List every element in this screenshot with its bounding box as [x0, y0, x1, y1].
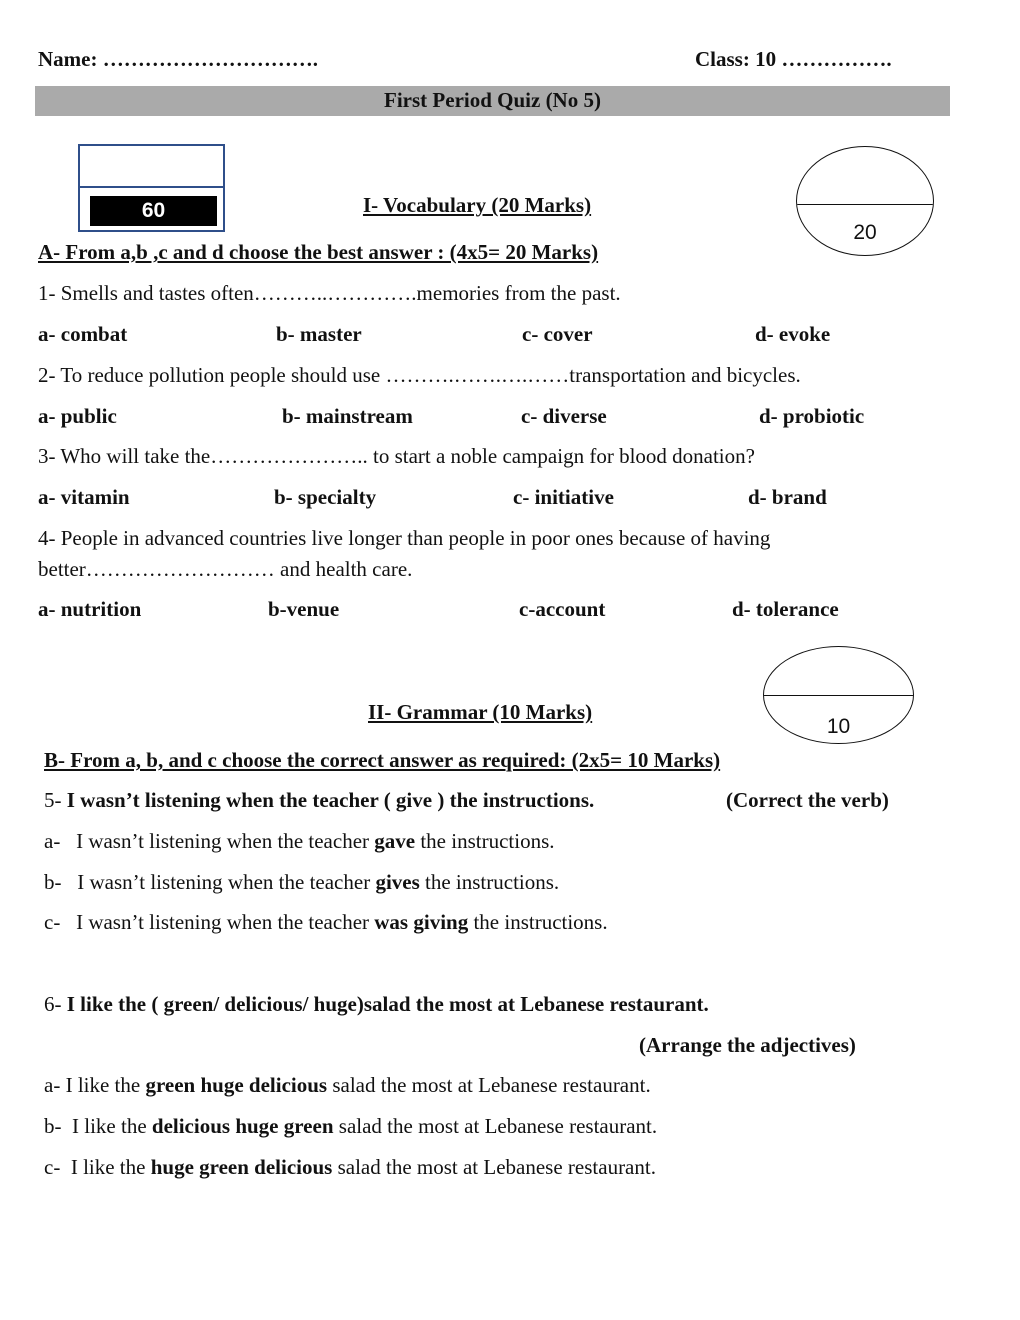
question-5-number: 5- — [44, 788, 62, 812]
question-5-option-b — [44, 870, 559, 895]
option-text-post: the instructions. — [425, 870, 560, 894]
question-3-option-a: a- vitamin — [38, 485, 130, 509]
question-2-option-a: a- public — [38, 404, 117, 428]
name-field-label: Name: …………………………. — [38, 47, 318, 71]
total-score-box — [78, 144, 225, 232]
option-text-post: salad the most at Lebanese restaurant. — [337, 1155, 656, 1179]
option-text-bold: green huge delicious — [145, 1073, 328, 1097]
option-text-post: salad the most at Lebanese restaurant. — [332, 1073, 651, 1097]
option-text-bold: gives — [375, 870, 420, 894]
question-4-option-b: b-venue — [268, 597, 340, 621]
vocabulary-score-value: 20 — [853, 221, 877, 244]
question-2-option-c: c- diverse — [521, 404, 607, 428]
grammar-score-value: 10 — [826, 715, 851, 738]
option-text-bold: delicious huge green — [151, 1114, 334, 1138]
question-3-option-b: b- specialty — [274, 485, 377, 509]
option-text-pre: I wasn’t listening when the teacher — [77, 870, 371, 894]
question-2-option-d: d- probiotic — [759, 404, 865, 428]
vocabulary-heading: I- Vocabulary (20 Marks) — [363, 193, 592, 217]
option-letter: a- — [44, 1073, 61, 1097]
question-6-text: I like the ( green/ delicious/ huge)salad the most at Lebanese restaurant. — [66, 992, 709, 1016]
question-3-option-d: d- brand — [748, 485, 827, 509]
option-letter: b- — [44, 870, 62, 894]
option-text-pre: I like the — [70, 1155, 146, 1179]
option-text-bold: was giving — [374, 910, 469, 934]
page-title: First Period Quiz (No 5) — [384, 88, 601, 112]
question-5-text: I wasn’t listening when the teacher ( give ) the instructions. — [66, 788, 595, 812]
option-letter: b- — [44, 1114, 62, 1138]
question-5-option-c — [44, 910, 608, 935]
option-text-pre: I wasn’t listening when the teacher — [76, 910, 370, 934]
question-6-task: (Arrange the adjectives) — [639, 1033, 856, 1057]
question-1-text: 1- Smells and tastes often………..………….memories from the past. — [38, 281, 621, 305]
question-5-task: (Correct the verb) — [726, 788, 889, 812]
option-text-post: salad the most at Lebanese restaurant. — [338, 1114, 658, 1138]
question-4-option-a: a- nutrition — [38, 597, 142, 621]
question-4-text-line2: better……………………… and health care. — [38, 557, 413, 581]
question-4-text-line1: 4- People in advanced countries live longer than people in poor ones because of having — [38, 526, 771, 550]
option-text-post: the instructions. — [473, 910, 608, 934]
question-6-stem — [44, 992, 709, 1017]
class-field-label: Class: 10 ……………. — [695, 47, 892, 71]
question-6-option-c — [44, 1155, 656, 1180]
oval-divider — [797, 204, 933, 205]
grammar-instruction: B- From a, b, and c choose the correct answer as required: (2x5= 10 Marks) — [44, 748, 721, 772]
question-1-option-d: d- evoke — [755, 322, 831, 346]
total-score-value: 60 — [90, 196, 217, 226]
option-text-pre: I like the — [72, 1114, 147, 1138]
option-text-bold: huge green delicious — [150, 1155, 333, 1179]
option-text-post: the instructions. — [420, 829, 555, 853]
question-6-number: 6- — [44, 992, 62, 1016]
option-letter: c- — [44, 910, 61, 934]
score-box-divider — [80, 186, 223, 188]
question-2-option-b: b- mainstream — [282, 404, 413, 428]
grammar-heading: II- Grammar (10 Marks) — [368, 700, 593, 724]
question-4-option-c: c-account — [519, 597, 606, 621]
question-5-option-a — [44, 829, 555, 854]
option-text-pre: I wasn’t listening when the teacher — [76, 829, 370, 853]
question-1-option-b: b- master — [276, 322, 362, 346]
question-4-option-d: d- tolerance — [732, 597, 839, 621]
option-letter: a- — [44, 829, 61, 853]
option-text-bold: gave — [374, 829, 416, 853]
question-6-option-b — [44, 1114, 657, 1139]
question-6-option-a — [44, 1073, 651, 1098]
question-2-text: 2- To reduce pollution people should use ……….…….….……transportation and bicycles. — [38, 363, 801, 387]
question-1-option-a: a- combat — [38, 322, 128, 346]
question-5-stem — [44, 788, 594, 813]
question-3-option-c: c- initiative — [513, 485, 614, 509]
option-text-pre: I like the — [65, 1073, 141, 1097]
question-3-text: 3- Who will take the………………….. to start a noble campaign for blood donation? — [38, 444, 755, 468]
grammar-score-oval — [763, 646, 914, 744]
vocabulary-score-oval — [796, 146, 934, 256]
option-letter: c- — [44, 1155, 61, 1179]
oval-divider — [764, 695, 913, 696]
vocabulary-instruction: A- From a,b ,c and d choose the best answer : (4x5= 20 Marks) — [38, 240, 599, 264]
question-1-option-c: c- cover — [522, 322, 593, 346]
